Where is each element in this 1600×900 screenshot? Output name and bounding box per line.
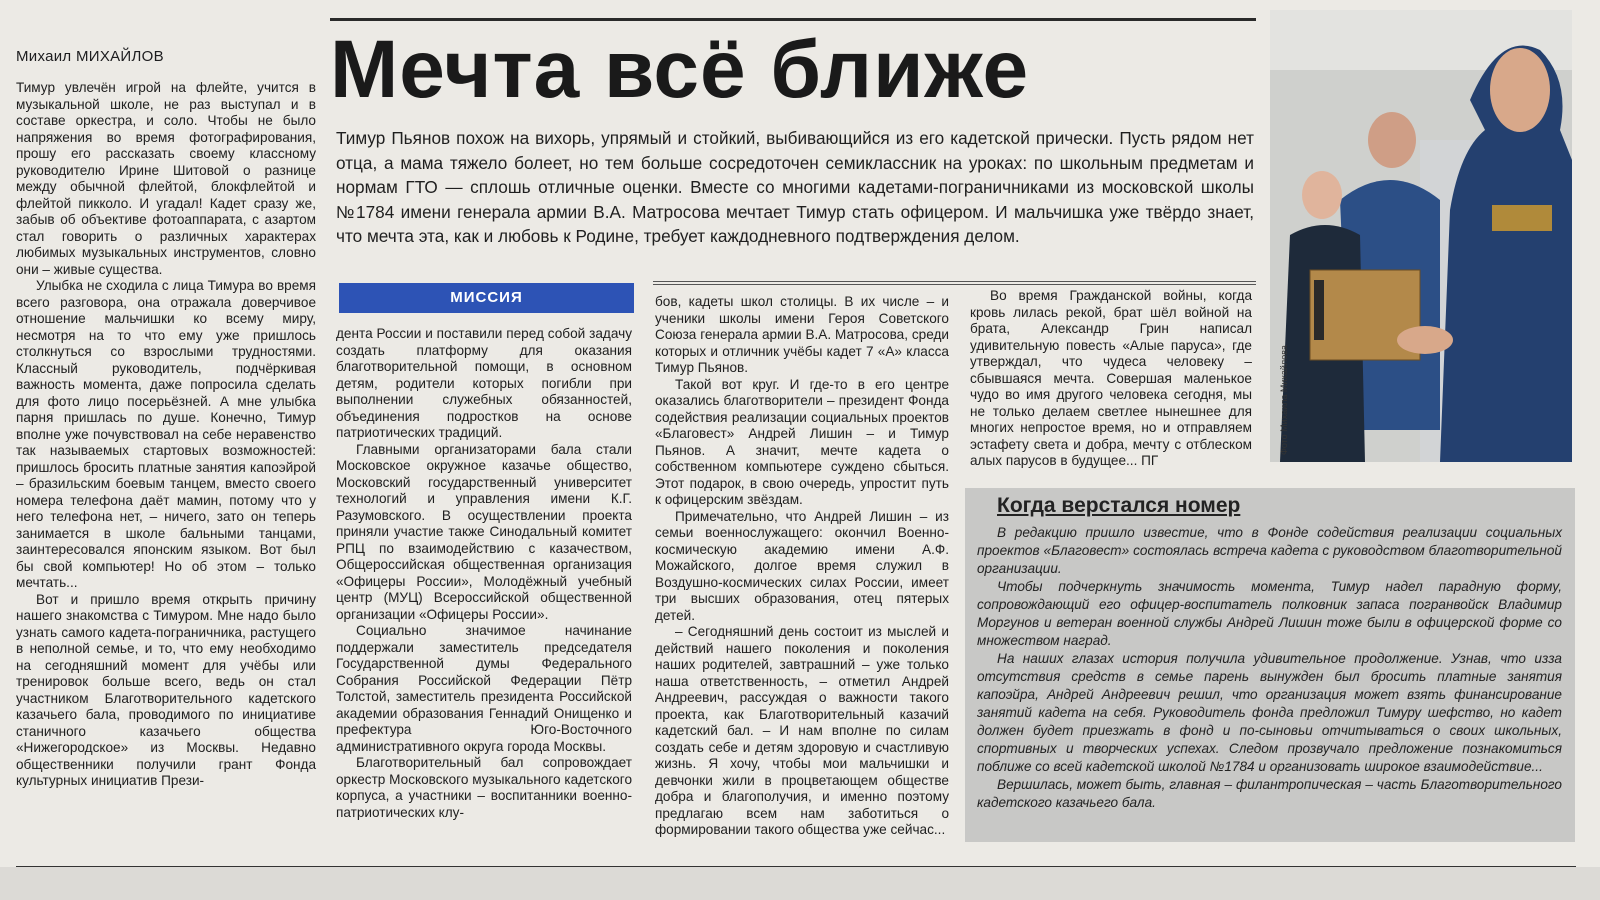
photo-illustration <box>1270 10 1572 462</box>
paragraph: Улыбка не сходила с лица Тимура во время всего разговора, она отражала доверчивое отношение мальчишки ко всему миру, несмотря на то что ему уже пришлось столкнуться со взрослыми трудностями. Классный руководитель, подчёркивая важность момента, даже попросила сделать для фото лицо посерьёзней. А мне улыбка парня пришлась по душе. Конечно, Тимур вполне уже почувствовал на себе неравенство так называемых стартовых возможностей: пришлось бросить платные занятия капоэйрой – бразильским боевым танцем, вместо своего номера телефона даёт мамин, потому что у него телефона нет, – ничего, зато он теперь занимается в школе бальными танцами, заинтересовался японским языком. Вот был бы свой компьютер! Но об этом – только мечтать... <box>16 278 316 590</box>
paragraph: дента России и поставили перед собой задачу создать платформу для оказания благотворительной помощи, в основном детям, родители которых погибли при выполнении служебных обязанностей, объединения подростков на основе патриотических традиций. <box>336 326 632 440</box>
sidebar-text <box>977 524 1562 812</box>
author-byline: Михаил МИХАЙЛОВ <box>16 48 164 65</box>
page-margin <box>0 867 1600 900</box>
sidebar-box <box>965 488 1575 842</box>
paragraph: Благотворительный бал сопровождает оркестр Московского музыкального кадетского корпуса, а участники – воспитанники военно-патриотических клу- <box>336 755 632 820</box>
paragraph: Такой вот круг. И где-то в его центре оказались благотворители – президент Фонда содействия реализации социальных проектов «Благовест» Андрей Лишин – и Тимур Пьянов. А значит, мечте кадета о собственном компьютере суждено сбыться. Этот подарок, в свою очередь, упростит путь к офицерским звёздам. <box>655 376 949 507</box>
paragraph: Тимур увлечён игрой на флейте, учится в музыкальной школе, не раз выступал и в составе оркестра, и соло. Чтобы не было напряжения во время фотографирования, прошу его рассказать своему классному руководителю Ирине Шитовой о разнице между обычной флейтой, блокфлейтой и флейтой пикколо. И угадал! Кадет сразу же, забыв об объективе фотоаппарата, с азартом стал говорить о различных характерах любимых музыкальных инструментов, словно они – живые существа. <box>16 80 316 277</box>
paragraph: бов, кадеты школ столицы. В их числе – и ученики школы имени Героя Советского Союза генерала армии В.А. Матросова, среди которых и отличник учёбы кадет 7 «А» класса Тимур Пьянов. <box>655 294 949 375</box>
paragraph: Вот и пришло время открыть причину нашего знакомства с Тимуром. Мне надо было узнать самого кадета-пограничника, растущего в неполной семье, и то, что ему необходимо на сегодняшний момент для учёбы или тренировок больше всего, ведь он стал участником Благотворительного кадетского казачьего бала, проводимого по инициативе станичного казачьего общества «Нижегородское» из Москвы. Недавно общественники получили грант Фонда культурных инициатив Прези- <box>16 591 316 788</box>
section-label-mission: МИССИЯ <box>339 283 634 313</box>
paragraph: Примечательно, что Андрей Лишин – из семьи военнослужащего: окончил Военно-космическую академию имени А.Ф. Можайского, долгое время служил в Воздушно-космических силах России, имеет три высших образования, отец пятерых детей. <box>655 508 949 623</box>
article-photo <box>1270 10 1572 462</box>
paragraph: На наших глазах история получила удивительное продолжение. Узнав, что изза отсутствия средств в семье парень вынужден был бросить платные занятия капоэйра, Андрей Андреевич решил, что организация может взять финансирование занятий кадета на себя. Руководитель фонда предложил Тимуру шефство, но кадет должен будет приезжать в фонд и по-сыновьи отчитываться о своих школьных, спортивных и творческих успехах. Следом прозвучало предложение познакомиться поближе со всей кадетской школой №1784 и организовать широкое взаимодействие... <box>977 651 1562 774</box>
photo-credit: Фото Михаила Михайлова <box>1279 345 1289 455</box>
column-divider <box>653 281 1256 285</box>
paragraph: – Сегодняшний день состоит из мыслей и действий нашего поколения и поколения наших родителей, завтрашний – уже только наша ответственность, – отметил Андрей Андреевич, рассуждая о важности такого проекта, как Благотворительный казачий кадетский бал. – И нам вполне по силам создать себе и детям здоровую и счастливую жизнь. Я хочу, чтобы мои мальчишки и девчонки жили в процветающем обществе добра и благополучия, и именно поэтому предлагаю всем нам заботиться о формировании такого общества уже сейчас... <box>655 624 949 837</box>
paragraph: Во время Гражданской войны, когда кровь лилась рекой, брат шёл войной на брата, Александр Грин написал удивительную повесть «Алые паруса», где утверждал, что чудеса человеку – сбывшаяся мечта. Совершая маленькое чудо во имя другого человека сегодня, мы не только делаем светлее нынешнее для многих непростое время, но и отправляем эстафету света и добра, мечту с отблеском алых парусов в будущее... ПГ <box>970 288 1252 468</box>
article-column-3 <box>655 294 949 839</box>
article-column-1 <box>16 80 316 790</box>
headline: Мечта всё ближе <box>330 24 1030 115</box>
sidebar-title: Когда верстался номер <box>997 494 1241 517</box>
paragraph: Социально значимое начинание поддержали заместитель председателя Государственной думы Федерального Собрания Российской Федерации Пётр Толстой, заместитель президента Российской академии образования Геннадий Онищенко и префектура Юго-Восточного административного округа города Москвы. <box>336 623 632 754</box>
article-column-2 <box>336 326 632 821</box>
lead-paragraph: Тимур Пьянов похож на вихорь, упрямый и стойкий, выбивающийся из его кадетской прически. Пусть рядом нет отца, а мама тяжело болеет, но тем больше сосредоточен семиклассник на уроках: по школьным предметам и нормам ГТО — сплошь отличные оценки. Вместе со многими кадетами-пограничниками из московской школы №1784 имени генерала армии В.А. Матросова мечтает Тимур стать офицером. И мальчишка уже твёрдо знает, что мечта эта, как и любовь к Родине, требует каждодневного подтверждения делом. <box>336 128 1254 247</box>
paragraph: Главными организаторами бала стали Московское окружное казачье общество, Московский государственный университет технологий и управления имени К.Г. Разумовского. В осуществлении проекта приняли участие также Синодальный комитет РПЦ по взаимодействию с казачеством, Общероссийская общественная организация «Офицеры России», Молодёжный учебный центр (МУЦ) Всероссийской общественной организации «Офицеры России». <box>336 441 632 622</box>
paragraph: Чтобы подчеркнуть значимость момента, Тимур надел парадную форму, сопровождающий его офицер-воспитатель полковник запаса погранвойск Владимир Моргунов и ветеран военной службы Андрей Лишин тоже были в офицерской форме со множеством наград. <box>977 579 1562 648</box>
article-column-4 <box>970 288 1252 470</box>
paragraph: Вершилась, может быть, главная – филантропическая – часть Благотворительного кадетского казачьего бала. <box>977 777 1562 810</box>
top-rule <box>330 18 1256 21</box>
paragraph: В редакцию пришло известие, что в Фонде содействия реализации социальных проектов «Благовест» состоялась встреча кадета с руководством благотворительной организации. <box>977 525 1562 576</box>
